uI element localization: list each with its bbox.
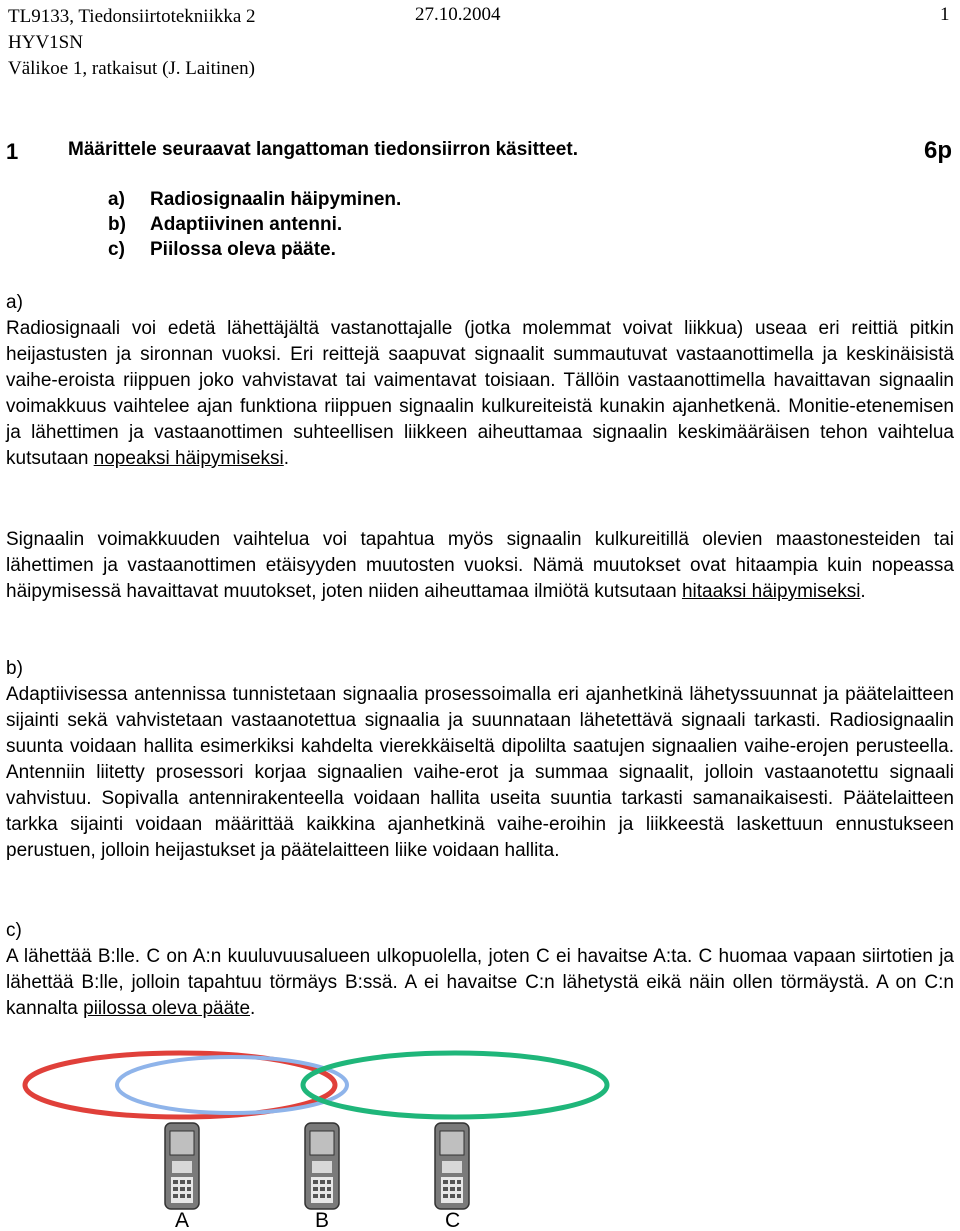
term-slow-fading: hitaaksi häipymiseksi <box>681 581 861 602</box>
phone-c-icon <box>435 1123 469 1209</box>
answer-a-p2-text: Signaalin voimakkuuden vaihtelua voi tapahtua myös signaalin kulkureitillä olevien maastonesteiden tai lähettimen ja vastaanottimen etäisyyden muutosten vuoksi. Nämä muutokset ovat hitaampia kuin nopeassa häipymisessä havaittavat muutokset, joten niiden aiheuttamaa ilmiötä kutsutaan <box>6 529 954 602</box>
question-title: Määrittele seuraavat langattoman tiedonsiirron käsitteet. <box>68 139 578 160</box>
answer-a-p1-end: . <box>283 448 290 469</box>
item-text: Adaptiivinen antenni. <box>150 214 343 235</box>
course-title: TL9133, Tiedonsiirtotekniikka 2 <box>8 6 256 27</box>
question-item <box>108 237 401 262</box>
answer-a-paragraph-1 <box>6 316 954 472</box>
answer-b <box>6 656 954 864</box>
item-text: Radiosignaalin häipyminen. <box>150 189 402 210</box>
phone-b-icon <box>305 1123 339 1209</box>
answer-c-end: . <box>250 998 256 1019</box>
answer-b-label: b) <box>6 658 23 679</box>
answer-a-p1-text: Radiosignaali voi edetä lähettäjältä vastanottajalle (jotka molemmat voivat liikkua) useaa eri reittiä pitkin heijastusten ja sironnan vuoksi. Eri reittejä saapuvat signaalit summautuvat vastaanottimella ja keskinäisistä vaihe-eroista riippuen joko vahvistavat tai vaimentavat toisiaan. Tällöin vastaanottimella havaittavan signaalin voimakkuus vaihtelee ajan funktiona riippuen signaalin kulkureiteistä kunakin ajanhetkenä. Monitie-etenemisen ja lähettimen ja vastaanottimen suhteellisen liikkeen aiheuttamaa signaalin keskimääräisen tehon vaihtelua kutsutaan <box>6 318 954 469</box>
item-label: a) <box>108 189 125 210</box>
phone-a-icon <box>165 1123 199 1209</box>
hidden-terminal-diagram <box>0 1045 960 1231</box>
answer-a <box>6 290 954 472</box>
question-number: 1 <box>6 139 19 164</box>
question-points: 6p <box>924 137 953 164</box>
phone-b-label: B <box>315 1209 330 1231</box>
phone-c-label: C <box>445 1209 461 1231</box>
item-text: Piilossa oleva pääte. <box>150 239 336 260</box>
range-a-ellipse <box>25 1053 335 1117</box>
answer-c-paragraph <box>6 944 954 1022</box>
answer-c-label: c) <box>6 920 22 941</box>
term-fast-fading: nopeaksi häipymiseksi <box>93 448 284 469</box>
answer-c-text: A lähettää B:lle. C on A:n kuuluvuusalueen ulkopuolella, joten C ei havaitse A:ta. C huomaa vapaan siirtotien ja lähettää B:lle, jolloin tapahtuu törmäys B:ssä. A ei havaitse C:n lähetystä eikä näin ollen törmäystä. A on C:n kannalta <box>6 946 954 1019</box>
question-item <box>108 212 401 237</box>
header-date: 27.10.2004 <box>415 4 501 25</box>
course-code: HYV1SN <box>8 32 83 53</box>
question-item <box>108 187 401 212</box>
answer-c <box>6 918 954 1022</box>
phone-a-label: A <box>175 1209 190 1231</box>
range-b-ellipse <box>117 1057 347 1113</box>
exam-title: Välikoe 1, ratkaisut (J. Laitinen) <box>8 58 255 79</box>
answer-b-paragraph: Adaptiivisessa antennissa tunnistetaan signaalia prosessoimalla eri ajanhetkinä lähetyssuunnat ja päätelaitteen sijainti sekä vahvistetaan vastaanotettua signaalia ja suunnataan lähetettävä signaali tarkasti. Radiosignaalin suunta voidaan hallita esimerkiksi kahdelta vierekkäiseltä dipolilta saatujen signaalien vaihe-erojen perusteella. Antenniin liitetty prosessori korjaa signaalien vaihe-erot ja summaa signaalit, jolloin vastaanotettu signaali vahvistuu. Sopivalla antennirakenteella voidaan hallita useita suuntia tarkasti samanaikaisesti. Päätelaitteen tarkka sijainti voidaan määrittää kaikkina ajanhetkinä vaihe-eroihin ja liikkeestä laskettuun ennustukseen perustuen, jolloin heijastukset ja päätelaitteen liike voidaan hallita. <box>6 684 954 861</box>
item-label: c) <box>108 239 125 260</box>
item-label: b) <box>108 214 126 235</box>
term-hidden-terminal: piilossa oleva pääte <box>83 998 251 1019</box>
question-items <box>108 187 401 262</box>
page-number: 1 <box>940 4 950 25</box>
page-header <box>8 4 256 82</box>
answer-a-p2-end: . <box>860 581 866 602</box>
answer-a-paragraph-2 <box>6 527 954 605</box>
answer-a-label: a) <box>6 292 23 313</box>
answer-a-2 <box>6 527 954 605</box>
